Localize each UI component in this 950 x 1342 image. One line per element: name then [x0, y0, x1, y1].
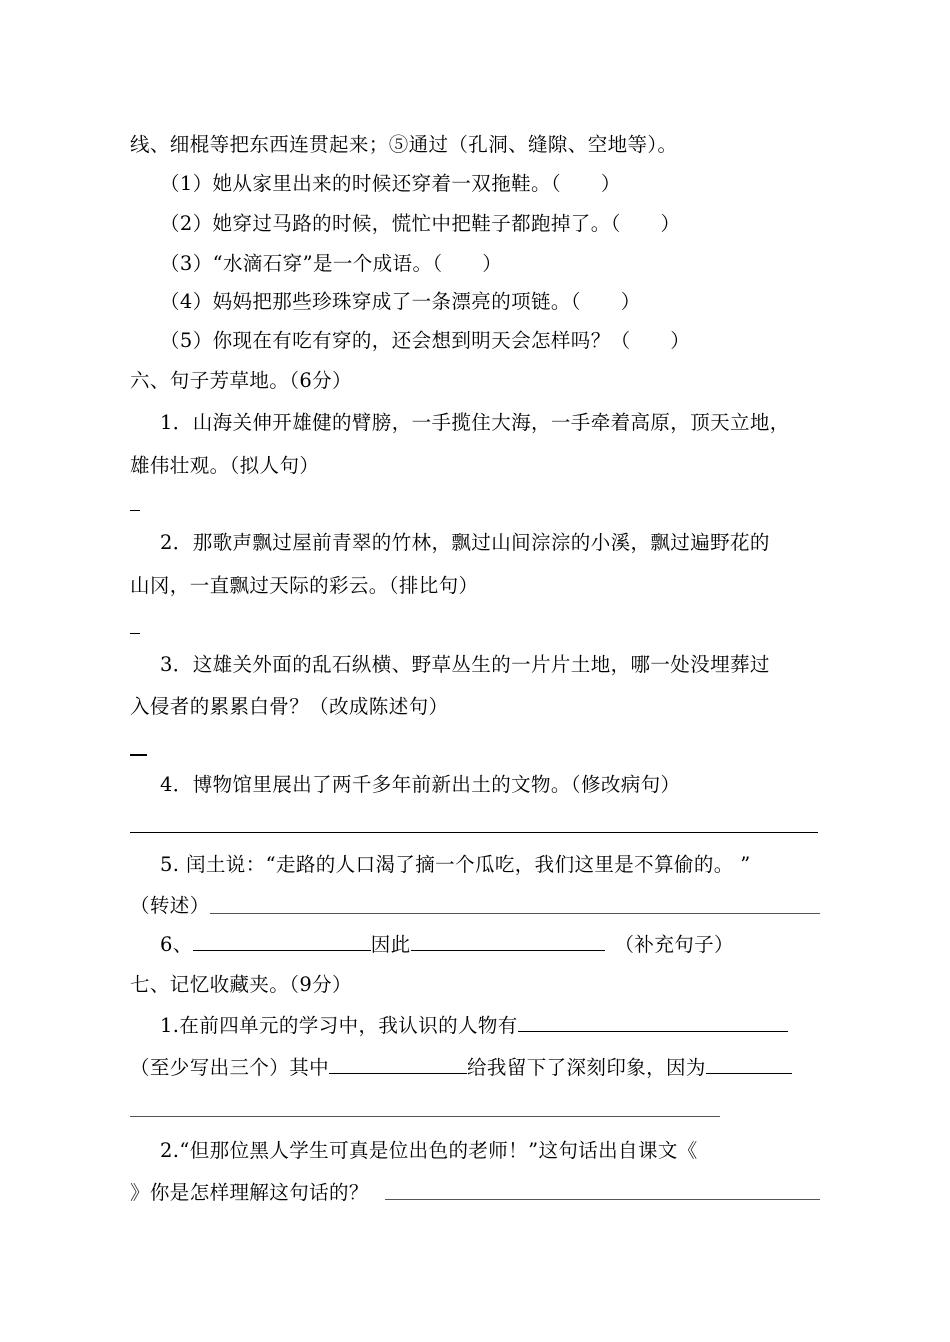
q6-number: 6、	[160, 933, 193, 956]
section6-q6	[160, 932, 734, 958]
answer-line-s7-q2[interactable]	[385, 1199, 820, 1200]
section6-q1-line1: 1．山海关伸开雄健的臂膀，一手揽住大海，一手牵着高原，顶天立地，	[160, 411, 790, 434]
section6-q3-line2: 入侵者的累累白骨？（改成陈述句）	[130, 695, 449, 718]
section7-q2-line2: 》你是怎样理解这句话的？	[130, 1181, 369, 1204]
section6-q4: 4．博物馆里展出了两千多年前新出土的文物。（修改病句）	[160, 773, 681, 796]
section6-q5-line2	[130, 893, 210, 919]
answer-line-s7-q1[interactable]	[130, 1116, 720, 1117]
answer-line-q1[interactable]	[130, 510, 140, 511]
section6-q2-line2: 山冈，一直飘过天际的彩云。（排比句）	[130, 574, 479, 597]
s7-q1-blank-favorite[interactable]	[329, 1055, 467, 1074]
answer-line-q3[interactable]	[130, 754, 147, 756]
section5-item-3: （3）“水滴石穿”是一个成语。（ ）	[160, 252, 503, 275]
s7-q1-blank-characters[interactable]	[518, 1013, 788, 1032]
answer-line-q2[interactable]	[130, 633, 140, 634]
section7-q2-line1: 2.“但那位黑人学生可真是位出色的老师！”这句话出自课文《	[160, 1139, 698, 1162]
answer-line-q5[interactable]	[210, 913, 820, 914]
section6-q3-line1: 3．这雄关外面的乱石纵横、野草丛生的一片片土地，哪一处没埋葬过	[160, 653, 770, 676]
s7-q1-part2: （至少写出三个）其中	[130, 1056, 330, 1079]
section6-q1-line2: 雄伟壮观。（拟人句）	[130, 454, 320, 477]
section5-item-2: （2）她穿过马路的时候，慌忙中把鞋子都跑掉了。（ ）	[160, 212, 681, 235]
q6-blank-1[interactable]	[193, 932, 371, 951]
section6-heading: 六、句子芳草地。（6分）	[130, 369, 352, 392]
section5-item-4: （4）妈妈把那些珍珠穿成了一条漂亮的项链。（ ）	[160, 290, 641, 313]
s7-q1-part1: 1.在前四单元的学习中，我认识的人物有	[160, 1014, 518, 1037]
section5-item-1: （1）她从家里出来的时候还穿着一双拖鞋。（ ）	[160, 172, 621, 195]
section7-heading: 七、记忆收藏夹。（9分）	[130, 973, 352, 996]
section7-q1-line1	[160, 1013, 788, 1039]
section6-q5-line1: 5. 闰土说：“走路的人口渴了摘一个瓜吃，我们这里是不算偷的。 ”	[160, 853, 751, 876]
section6-q2-line1: 2．那歌声飘过屋前青翠的竹林，飘过山间淙淙的小溪，飘过遍野花的	[160, 531, 770, 554]
section5-intro-continuation: 线、细棍等把东西连贯起来；⑤通过（孔洞、缝隙、空地等）。	[130, 133, 678, 156]
s7-q1-part3: 给我留下了深刻印象，因为	[467, 1056, 706, 1079]
q5-prefix: （转述）	[130, 894, 210, 917]
section7-q1-line2	[130, 1055, 792, 1081]
q6-instruction: （补充句子）	[614, 933, 734, 956]
answer-line-q4[interactable]	[130, 832, 818, 833]
q6-middle-word: 因此	[370, 933, 411, 956]
s7-q1-blank-reason[interactable]	[706, 1055, 792, 1074]
q6-blank-2[interactable]	[411, 932, 605, 951]
section5-item-5: （5）你现在有吃有穿的，还会想到明天会怎样吗？（ ）	[160, 329, 691, 352]
